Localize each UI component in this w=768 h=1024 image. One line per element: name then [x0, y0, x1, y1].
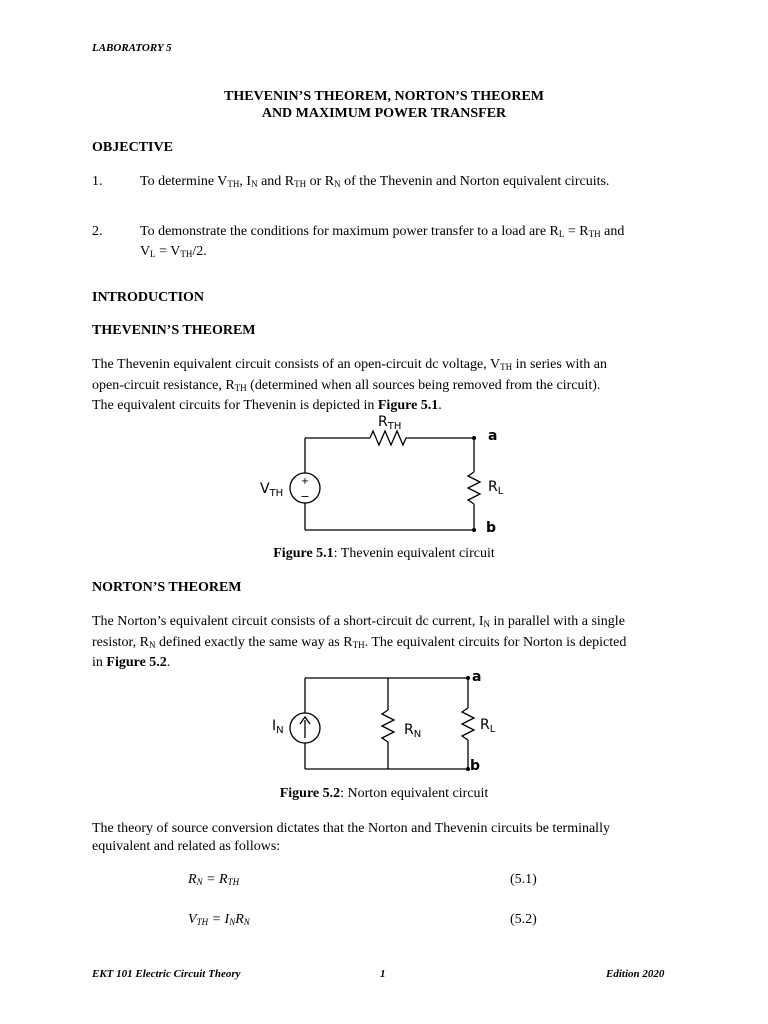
equation-5-1: $R_N = R_{TH}$	[188, 872, 240, 887]
terminal-b-label: b	[470, 758, 481, 774]
footer-page-number: 1	[380, 968, 386, 980]
norton-heading: NORTON’S THEOREM	[92, 580, 242, 595]
norton-paragraph: The Norton’s equivalent circuit consists of a short-circuit dc current, $I_N$ in parallel with a single resistor, $R_N$ defined exactly the same way as $R_{TH}$. The equivalent circuits for Norton is depicted in Figure 5.2.	[92, 614, 627, 670]
page-title-line2: AND MAXIMUM POWER TRANSFER	[261, 106, 507, 121]
in-label: $I_N$	[272, 718, 284, 736]
source-plus-sign: +	[300, 476, 310, 487]
equation-5-2: $V_{TH} = I_NR_N$	[188, 912, 250, 927]
rn-resistor	[382, 710, 394, 742]
objective-item2-text: To demonstrate the conditions for maximum power transfer to a load are $R_L = R_{TH}$ and $V_L = V_{TH}/2$.	[140, 224, 625, 259]
terminal-a-dot	[466, 676, 470, 680]
figure-5-1-caption: Figure 5.1: Thevenin equivalent circuit	[273, 546, 495, 561]
rl-label: $R_L$	[488, 479, 504, 497]
norton-circuit-diagram	[262, 668, 512, 780]
footer-edition: Edition 2020	[606, 968, 665, 980]
lab-header: LABORATORY 5	[92, 42, 172, 54]
thevenin-heading: THEVENIN’S THEOREM	[92, 323, 256, 338]
thevenin-circuit-diagram	[250, 412, 510, 542]
rl-resistor	[462, 708, 474, 740]
objective-item2-number: 2.	[92, 224, 103, 239]
terminal-b-label: b	[486, 520, 497, 536]
terminal-a-dot	[472, 436, 476, 440]
rth-label: $R_{TH}$	[378, 414, 402, 432]
terminal-a-label: a	[488, 428, 498, 444]
rl-resistor	[468, 472, 480, 504]
source-conversion-paragraph: The theory of source conversion dictates that the Norton and Thevenin circuits be terminally equivalent and related as follows:	[92, 821, 610, 854]
introduction-heading: INTRODUCTION	[92, 290, 205, 305]
equation-5-1-number: (5.1)	[510, 872, 537, 887]
rn-label: $R_N$	[404, 722, 422, 740]
figure-5-2-caption: Figure 5.2: Norton equivalent circuit	[279, 786, 489, 801]
thevenin-paragraph: The Thevenin equivalent circuit consists of an open-circuit dc voltage, $V_{TH}$ in series with an open-circuit resistance, $R_{TH}$ (determined when all sources being removed from the circuit). The equivalent circuits for Thevenin is depicted in Figure 5.1.	[92, 357, 607, 413]
page-title-line1: THEVENIN’S THEOREM, NORTON’S THEOREM	[223, 89, 544, 104]
objective-heading: OBJECTIVE	[92, 140, 173, 155]
footer-course: EKT 101 Electric Circuit Theory	[92, 968, 241, 980]
rth-resistor	[370, 431, 406, 445]
source-minus-sign: −	[300, 490, 310, 503]
objective-item1-text: To determine $V_{TH}$, $I_N$ and $R_{TH}$ or $R_N$ of the Thevenin and Norton equivalent circuits.	[140, 174, 610, 189]
rl-label: $R_L$	[480, 717, 496, 735]
terminal-b-dot	[472, 528, 476, 532]
objective-item1-number: 1.	[92, 174, 103, 189]
equation-5-2-number: (5.2)	[510, 912, 537, 927]
vth-label: $V_{TH}$	[260, 481, 284, 499]
terminal-a-label: a	[472, 669, 482, 685]
